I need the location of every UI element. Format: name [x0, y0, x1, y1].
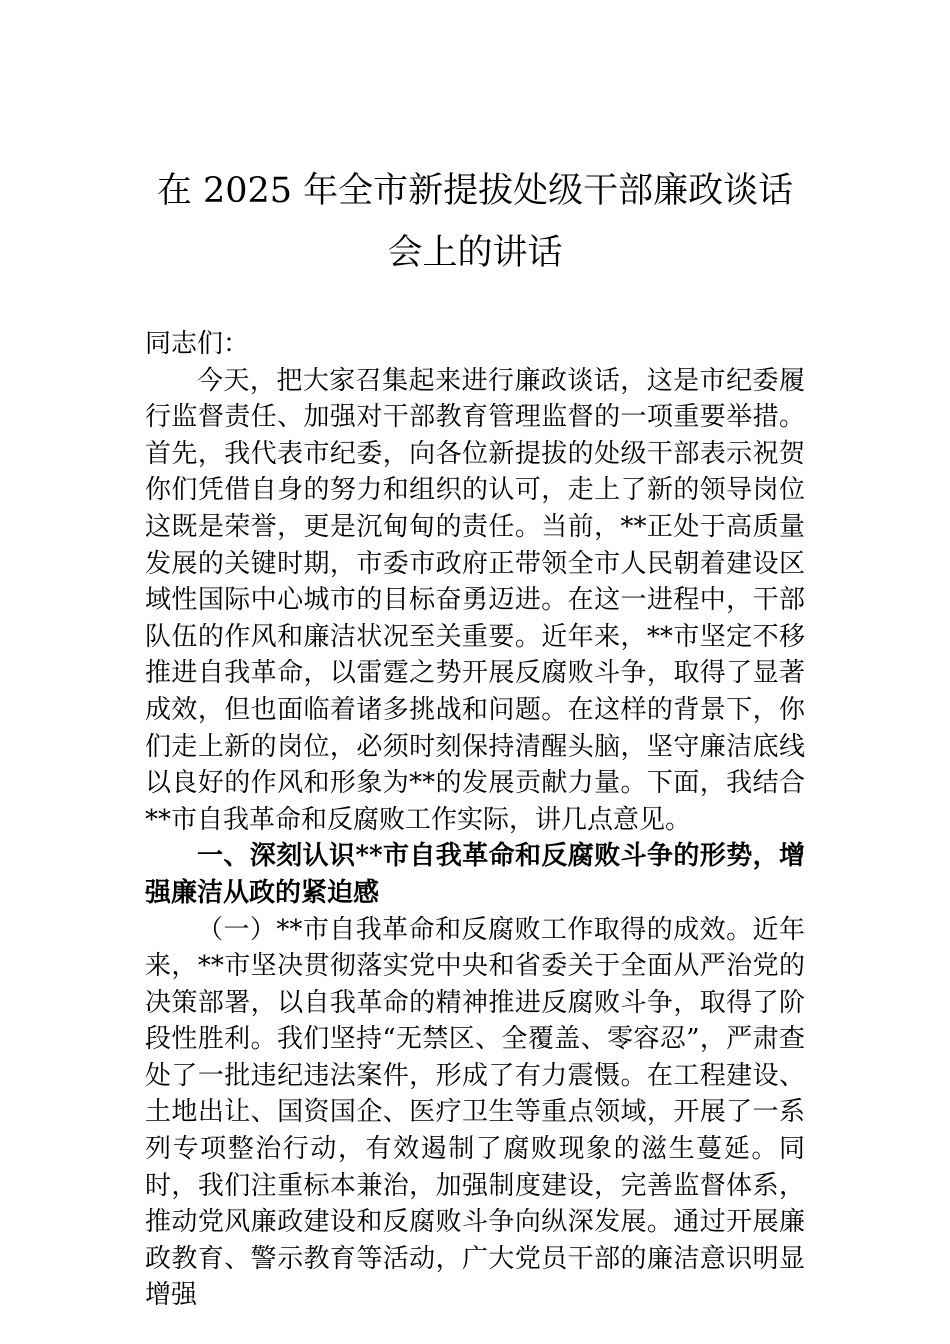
subsection-paragraph: （一）**市自我革命和反腐败工作取得的成效。近年来，**市坚决贯彻落实党中央和省委关于全面从严治党的决策部署，以自我革命的精神推进反腐败斗争，取得了阶段性胜利。我们坚持“无禁区、全覆盖、零容忍”，严肃查处了一批违纪违法案件，形成了有力震慑。在工程建设、土地出让、国资国企、医疗卫生等重点领域，开展了一系列专项整治行动，有效遏制了腐败现象的滋生蔓延。同时，我们注重标本兼治，加强制度建设，完善监督体系，推动党风廉政建设和反腐败斗争向纵深发展。通过开展廉政教育、警示教育等活动，广大党员干部的廉洁意识明显增强 — [145, 914, 805, 1311]
document-body — [145, 326, 805, 1314]
salutation: 同志们： — [145, 329, 250, 359]
intro-paragraph: 今天，把大家召集起来进行廉政谈话，这是市纪委履行监督责任、加强对干部教育管理监督的一项重要举措。首先，我代表市纪委，向各位新提拔的处级干部表示祝贺你们凭借自身的努力和组织的认可，走上了新的领导岗位这既是荣誉，更是沉甸甸的责任。当前，**正处于高质量发展的关键时期，市委市政府正带领全市人民朝着建设区域性国际中心城市的目标奋勇迈进。在这一进程中，干部队伍的作风和廉洁状况至关重要。近年来，**市坚定不移推进自我革命，以雷霆之势开展反腐败斗争，取得了显著成效，但也面临着诸多挑战和问题。在这样的背景下，你们走上新的岗位，必须时刻保持清醒头脑，坚守廉洁底线以良好的作风和形象为**的发展贡献力量。下面，我结合**市自我革命和反腐败工作实际，讲几点意见。 — [145, 365, 805, 835]
section-heading: 一、深刻认识**市自我革命和反腐败斗争的形势，增强廉洁从政的紧迫感 — [145, 841, 805, 908]
document-title: 在 2025 年全市新提拔处级干部廉政谈话会上的讲话 — [156, 171, 794, 273]
